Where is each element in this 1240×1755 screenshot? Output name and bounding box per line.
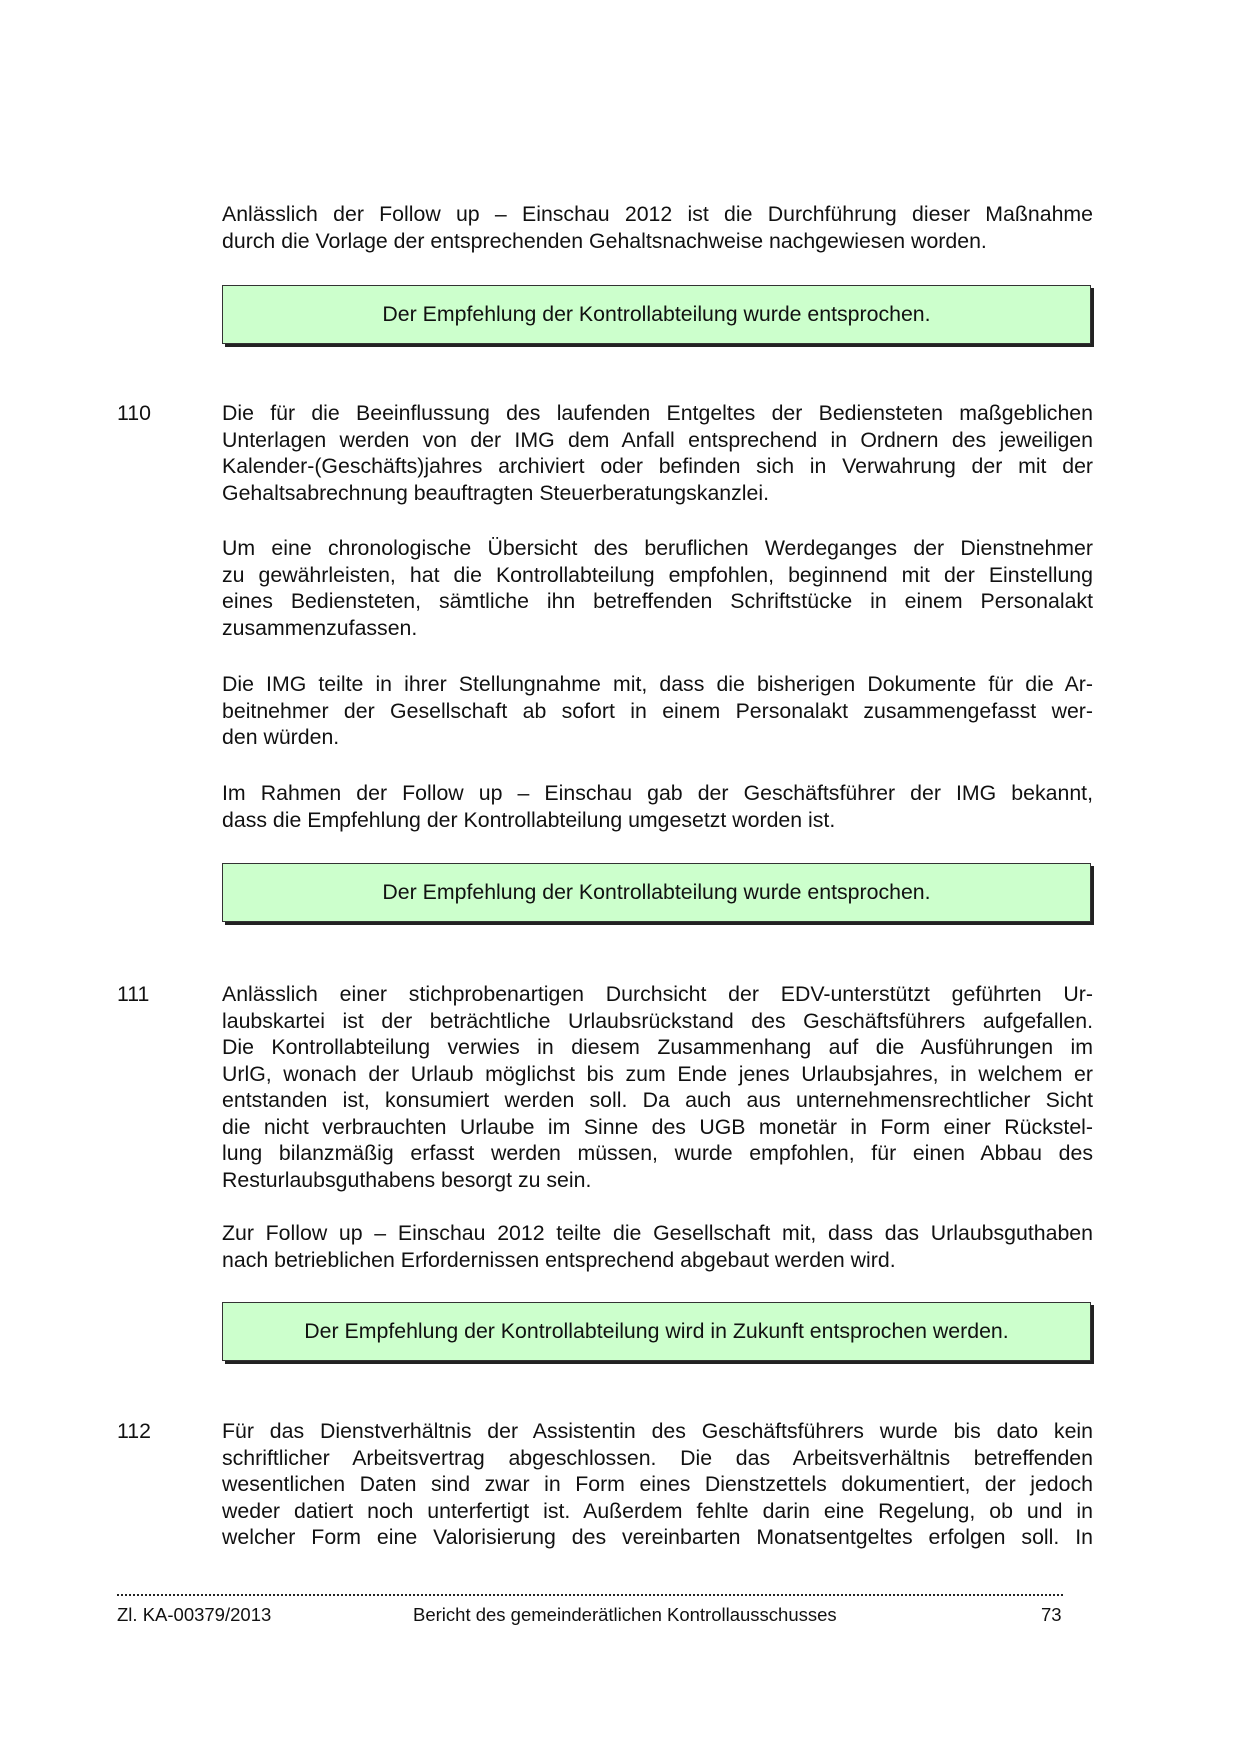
text-line: zu gewährleisten, hat die Kontrollabteilung empfohlen, beginnend mit der Einstellung	[222, 562, 1093, 587]
text-line: beitnehmer der Gesellschaft ab sofort in einem Personalakt zusammengefasst wer-	[222, 698, 1093, 723]
text-line: wesentlichen Daten sind zwar in Form eines Dienstzettels dokumentiert, der jedoch	[222, 1472, 1093, 1496]
text-line: laubskartei ist der beträchtliche Urlaubsrückstand des Geschäftsführers aufgefallen.	[222, 1008, 1093, 1033]
text-line: Die Kontrollabteilung verwies in diesem Zusammenhang auf die Ausführungen im	[222, 1035, 1093, 1059]
section-number-111: 111	[117, 982, 150, 1006]
section-number-112: 112	[117, 1419, 151, 1443]
text-line: UrlG, wonach der Urlaub möglichst bis zum Ende jenes Urlaubsjahres, in welchem er	[222, 1061, 1093, 1086]
conclusion-text: Der Empfehlung der Kontrollabteilung wurde entsprochen.	[382, 302, 931, 326]
section-number-110: 110	[117, 401, 151, 425]
paragraph-follow-up-gehaltsnachweise	[222, 201, 1093, 254]
text-line: Im Rahmen der Follow up – Einschau gab der Geschäftsführer der IMG bekannt,	[222, 781, 1093, 805]
paragraph-110-unterlagen	[222, 400, 1093, 506]
paragraph-110-empfehlung	[222, 535, 1093, 641]
text-line: eines Bediensteten, sämtliche ihn betreffenden Schriftstücke in einem Personalakt	[222, 589, 1093, 613]
text-line: entstanden ist, konsumiert werden soll. Da auch aus unternehmensrechtlicher Sicht	[222, 1088, 1093, 1112]
paragraph-111-follow-up	[222, 1220, 1093, 1273]
text-line: dass die Empfehlung der Kontrollabteilung umgesetzt worden ist.	[222, 807, 836, 832]
text-line: Um eine chronologische Übersicht des beruflichen Werdeganges der Dienstnehmer	[222, 536, 1093, 560]
text-line: Für das Dienstverhältnis der Assistentin des Geschäftsführers wurde bis dato kein	[222, 1419, 1093, 1443]
text-line: Die für die Beeinflussung des laufenden Entgeltes der Bediensteten maßgeblichen	[222, 401, 1093, 425]
text-line: Kalender-(Geschäfts)jahres archiviert oder befinden sich in Verwahrung der mit der	[222, 454, 1093, 478]
text-line: weder datiert noch unterfertigt ist. Außerdem fehlte darin eine Regelung, ob und in	[222, 1498, 1093, 1523]
text-line: Gehaltsabrechnung beauftragten Steuerberatungskanzlei.	[222, 480, 770, 505]
text-line: Unterlagen werden von der IMG dem Anfall entsprechend in Ordnern des jeweiligen	[222, 427, 1093, 452]
footer-report-title: Bericht des gemeinderätlichen Kontrollausschusses	[413, 1604, 837, 1625]
conclusion-box	[222, 863, 1091, 922]
paragraph-110-stellungnahme	[222, 671, 1093, 751]
text-line: Resturlaubsguthabens besorgt zu sein.	[222, 1167, 592, 1192]
text-line: Anlässlich der Follow up – Einschau 2012 ist die Durchführung dieser Maßnahme	[222, 202, 1093, 226]
paragraph-112-dienstverhaeltnis	[222, 1418, 1093, 1551]
text-line: welcher Form eine Valorisierung des vereinbarten Monatsentgeltes erfolgen soll. In	[222, 1525, 1093, 1549]
text-line: zusammenzufassen.	[222, 615, 418, 640]
text-line: schriftlicher Arbeitsvertrag abgeschlossen. Die das Arbeitsverhältnis betreffenden	[222, 1445, 1093, 1470]
conclusion-text: Der Empfehlung der Kontrollabteilung wird in Zukunft entsprochen werden.	[304, 1319, 1009, 1343]
text-line: Zur Follow up – Einschau 2012 teilte die Gesellschaft mit, dass das Urlaubsguthaben	[222, 1221, 1093, 1245]
text-line: lung bilanzmäßig erfasst werden müssen, wurde empfohlen, für einen Abbau des	[222, 1141, 1093, 1165]
text-line: nach betrieblichen Erfordernissen entsprechend abgebaut werden wird.	[222, 1247, 896, 1272]
text-line: durch die Vorlage der entsprechenden Gehaltsnachweise nachgewiesen worden.	[222, 228, 987, 253]
footer-divider	[117, 1594, 1063, 1596]
text-line: die nicht verbrauchten Urlaube im Sinne des UGB monetär in Form einer Rückstel-	[222, 1114, 1093, 1139]
text-line: den würden.	[222, 725, 340, 749]
conclusion-text: Der Empfehlung der Kontrollabteilung wurde entsprochen.	[382, 880, 931, 904]
page-number: 73	[1041, 1604, 1062, 1625]
text-line: Die IMG teilte in ihrer Stellungnahme mit, dass die bisherigen Dokumente für die Ar-	[222, 672, 1093, 696]
conclusion-box	[222, 285, 1091, 344]
conclusion-box	[222, 1302, 1091, 1361]
footer-reference: Zl. KA-00379/2013	[117, 1604, 272, 1625]
text-line: Anlässlich einer stichprobenartigen Durchsicht der EDV-unterstützt geführten Ur-	[222, 982, 1093, 1006]
paragraph-110-follow-up	[222, 780, 1093, 833]
paragraph-111-urlaubskartei	[222, 981, 1093, 1193]
